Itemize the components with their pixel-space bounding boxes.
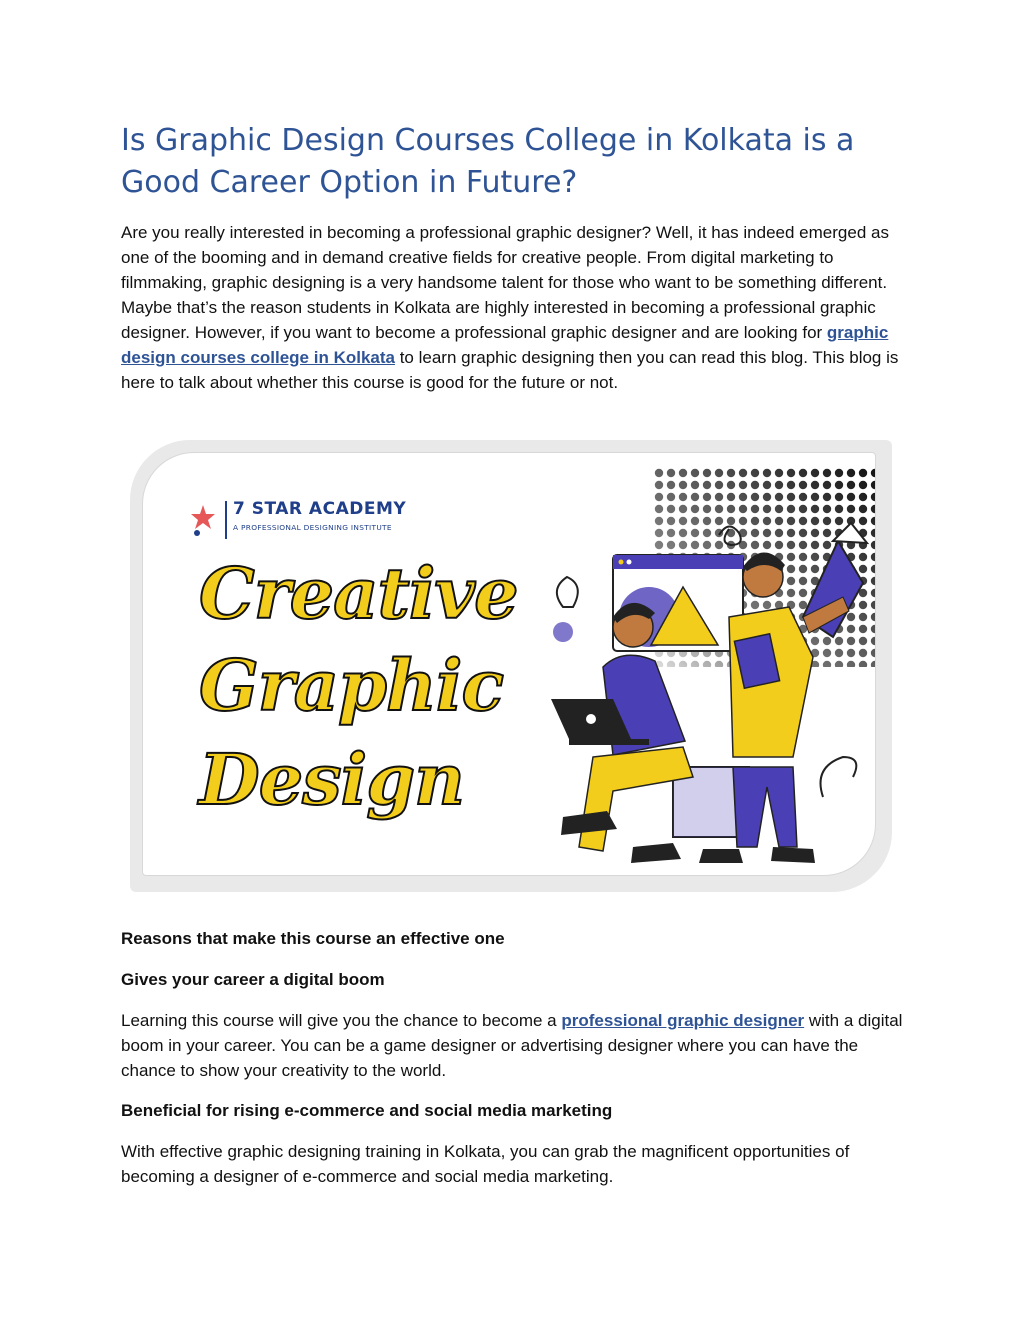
script-word-design: Design [199,738,465,821]
digital-boom-text-end: with a digital boom in your career. You can be a game designer or advertising designer where you can have the chance to show your creativity to the world. [121,1011,903,1080]
star-academy-logo-icon [187,503,219,541]
digital-boom-text-start: Learning this course will give you the chance to become a [121,1011,562,1030]
professional-graphic-designer-link[interactable]: professional graphic designer [561,1011,805,1030]
logo-divider [225,501,227,539]
logo-name: 7 STAR ACADEMY [233,499,407,519]
banner-card [142,452,876,876]
ecommerce-paragraph: With effective graphic designing training in Kolkata, you can grab the magnificent opportunities of becoming a designer of e-commerce and social media marketing. [121,1142,850,1186]
heading-digital-boom: Gives your career a digital boom [121,970,385,989]
two-designers-illustration-icon [533,467,876,876]
intro-paragraph [121,220,911,395]
intro-text-start: Are you really interested in becoming a professional graphic designer? Well, it has indeed emerged as one of the booming and in demand creative fields for creative people. From digital marketing to filmmaking, graphic designing is a very handsome talent for those who want to be something different. Maybe that’s the reason students in Kolkata are highly interested in becoming a professional graphic designer. However, if you want to become a professional graphic designer and are looking for [121,223,889,342]
intro-text-end: to learn graphic designing then you can read this blog. This blog is here to talk about whether this course is good for the future or not. [121,348,899,392]
course-banner-image [130,440,892,892]
script-word-graphic: Graphic [199,644,504,727]
script-word-creative: Creative [199,552,518,635]
page-title: Is Graphic Design Courses College in Kolkata is a Good Career Option in Future? [121,123,855,200]
heading-reasons: Reasons that make this course an effective one [121,929,505,948]
heading-ecommerce: Beneficial for rising e-commerce and social media marketing [121,1101,613,1120]
graphic-design-courses-link[interactable]: graphic design courses college in Kolkata [121,323,889,367]
digital-boom-paragraph [121,1008,911,1083]
logo-tagline: A PROFESSIONAL DESIGNING INSTITUTE [233,523,392,532]
